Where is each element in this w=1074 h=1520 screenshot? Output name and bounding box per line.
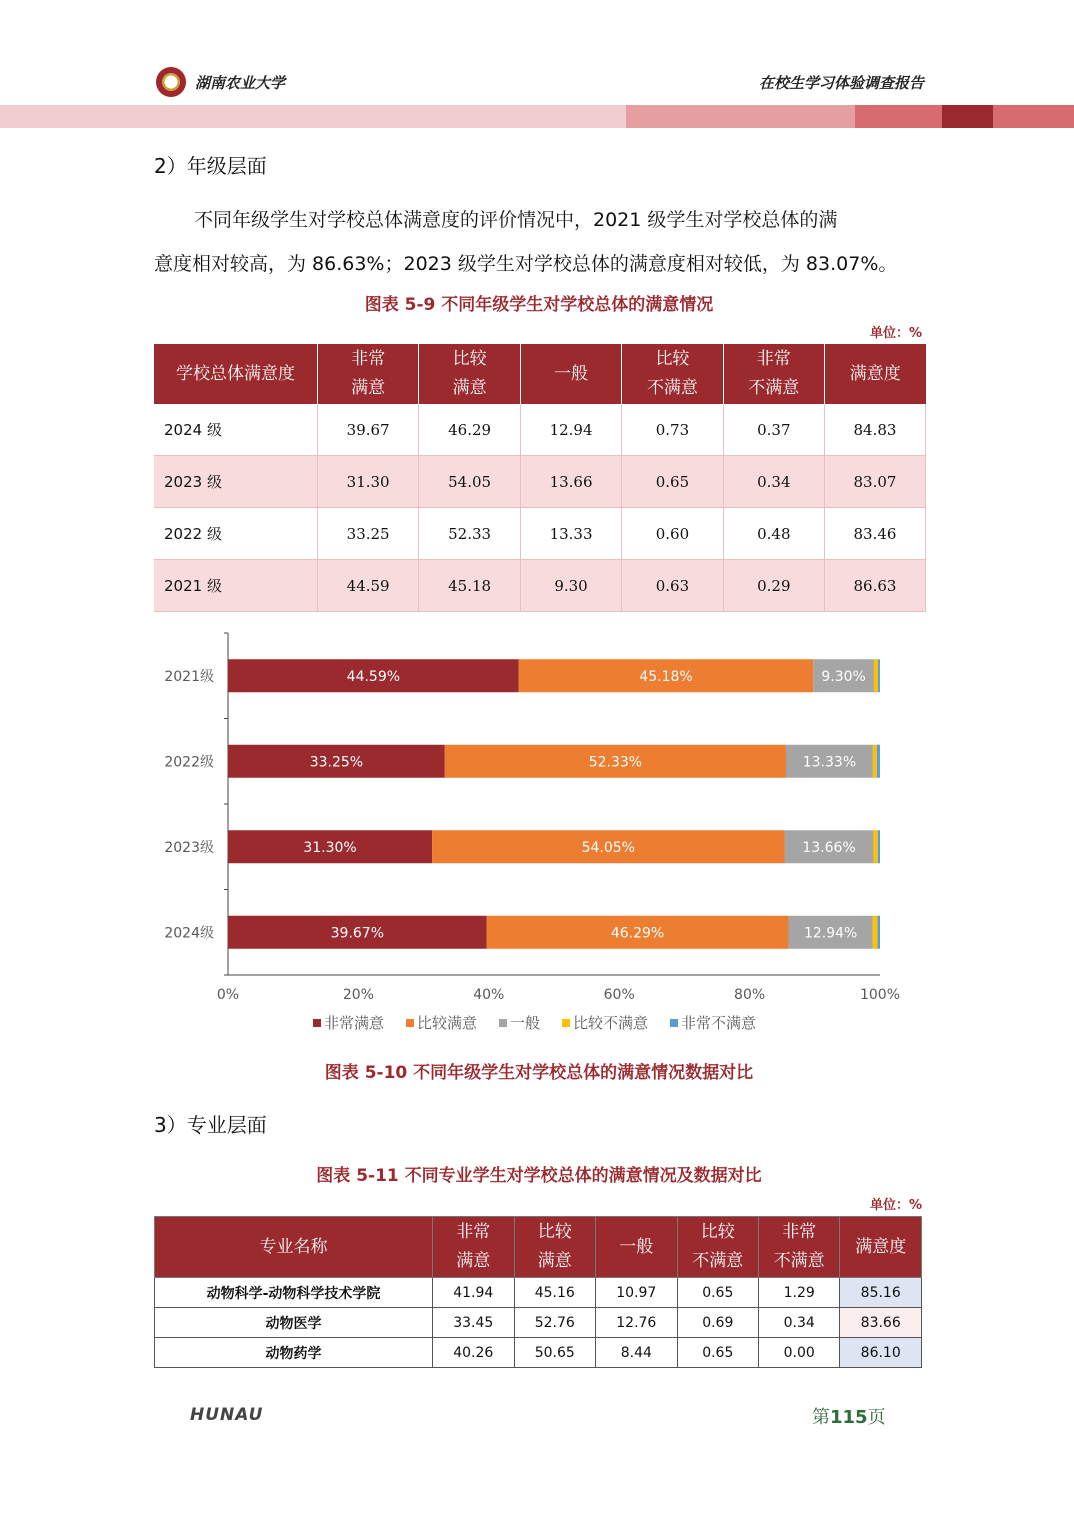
table-cell: 52.76: [514, 1308, 596, 1338]
table-cell: 39.67: [317, 404, 418, 456]
header-cell: 非常 不满意: [723, 344, 824, 404]
bar-segment: [878, 916, 880, 949]
table-cell: 2022 级: [154, 508, 317, 560]
table-row: [154, 560, 926, 612]
table-cell: 0.34: [758, 1308, 839, 1338]
table-cell: 2023 级: [154, 456, 317, 508]
page-number: [812, 1403, 886, 1429]
y-tick-label: 2024级: [164, 925, 214, 942]
legend-label: 比较不满意: [573, 1014, 649, 1032]
header-cell: 比较 满意: [514, 1217, 596, 1278]
stacked-bar-chart: [150, 625, 930, 1050]
table-cell: 12.76: [596, 1308, 678, 1338]
x-tick-label: 40%: [473, 987, 505, 1003]
bar-segment: [878, 659, 880, 692]
table-cell: 0.29: [723, 560, 824, 612]
legend-label: 非常满意: [324, 1014, 385, 1032]
data-label: 13.33%: [802, 754, 857, 771]
grade-paragraph: [154, 198, 924, 286]
table-cell: 0.73: [622, 404, 723, 456]
data-label: 46.29%: [610, 925, 665, 942]
table-row: [154, 456, 926, 508]
table-cell: 2024 级: [154, 404, 317, 456]
header-band-5: [993, 105, 1074, 128]
header-band-2: [626, 105, 855, 128]
header-cell: 比较 满意: [419, 344, 520, 404]
table-cell: 0.48: [723, 508, 824, 560]
legend-label: 一般: [510, 1014, 541, 1032]
table-caption-5-11: 图表 5-11 不同专业学生对学校总体的满意情况及数据对比: [316, 1166, 762, 1186]
data-label: 9.30%: [821, 668, 866, 685]
table-cell: 83.66: [840, 1308, 922, 1338]
table-cell: 动物医学: [155, 1308, 433, 1338]
legend-label: 比较满意: [417, 1014, 478, 1032]
data-label: 31.30%: [303, 839, 357, 856]
y-tick-label: 2023级: [164, 839, 214, 856]
unit-label-major: 单位：%: [869, 1198, 922, 1213]
header-cell: 比较 不满意: [677, 1217, 758, 1278]
page-number-value: 115: [830, 1407, 868, 1428]
header-band-1: [0, 105, 626, 128]
header-cell: 学校总体满意度: [154, 344, 317, 404]
footer-hunau: HUNAU: [190, 1405, 264, 1425]
section-heading-major: 3）专业层面: [154, 1113, 267, 1137]
legend-swatch: [499, 1019, 507, 1027]
table-cell: 10.97: [596, 1278, 678, 1308]
table-cell: 85.16: [840, 1278, 922, 1308]
legend-swatch: [562, 1019, 570, 1027]
table-cell: 0.60: [622, 508, 723, 560]
data-label: 44.59%: [346, 668, 401, 685]
x-tick-label: 80%: [734, 987, 766, 1003]
table-cell: 0.37: [723, 404, 824, 456]
x-tick-label: 60%: [603, 987, 635, 1003]
bar-segment: [873, 916, 878, 949]
university-name: 湖南农业大学: [195, 74, 286, 92]
table-cell: 8.44: [596, 1338, 678, 1368]
header-cell: 一般: [520, 344, 621, 404]
table-cell: 0.34: [723, 456, 824, 508]
table-cell: 45.16: [514, 1278, 596, 1308]
legend-swatch: [406, 1019, 414, 1027]
header-cell: 满意度: [824, 344, 925, 404]
table-row: [155, 1278, 922, 1308]
legend-swatch: [313, 1019, 321, 1027]
table-cell: 50.65: [514, 1338, 596, 1368]
legend-label: 非常不满意: [681, 1014, 757, 1032]
table-cell: 动物科学-动物科学技术学院: [155, 1278, 433, 1308]
data-label: 54.05%: [581, 839, 635, 856]
page-prefix: 第: [812, 1407, 830, 1428]
header-cell: 非常 满意: [317, 344, 418, 404]
table-cell: 0.65: [622, 456, 723, 508]
paragraph-line-1: 不同年级学生对学校总体满意度的评价情况中，2021 级学生对学校总体的满: [194, 209, 838, 231]
table-cell: 2021 级: [154, 560, 317, 612]
data-label: 39.67%: [330, 925, 385, 942]
table-cell: 13.66: [520, 456, 621, 508]
table-cell: 0.63: [622, 560, 723, 612]
y-tick-label: 2022级: [164, 754, 214, 771]
section-heading-grade: 2）年级层面: [154, 154, 267, 178]
page-suffix: 页: [867, 1407, 886, 1428]
table-cell: 84.83: [824, 404, 925, 456]
bar-segment: [878, 830, 880, 863]
unit-label: 单位：%: [869, 326, 922, 341]
table-cell: 46.29: [419, 404, 520, 456]
table-cell: 31.30: [317, 456, 418, 508]
table-cell: 44.59: [317, 560, 418, 612]
table-caption-5-9: 图表 5-9 不同年级学生对学校总体的满意情况: [364, 295, 714, 315]
data-label: 12.94%: [803, 925, 858, 942]
header-cell: 比较 不满意: [622, 344, 723, 404]
major-satisfaction-table: [154, 1216, 922, 1368]
header-band-3: [855, 105, 942, 128]
table-cell: 0.69: [677, 1308, 758, 1338]
bar-segment: [873, 745, 877, 778]
table-cell: 33.25: [317, 508, 418, 560]
table-cell: 86.10: [840, 1338, 922, 1368]
table-cell: 9.30: [520, 560, 621, 612]
x-tick-label: 20%: [342, 987, 374, 1003]
chart-caption-5-10: 图表 5-10 不同年级学生对学校总体的满意情况数据对比: [324, 1063, 754, 1083]
table-cell: 13.33: [520, 508, 621, 560]
paragraph-line-2: 意度相对较高，为 86.63%；2023 级学生对学校总体的满意度相对较低，为 83.07%。: [154, 253, 898, 275]
table-cell: 1.29: [758, 1278, 839, 1308]
table-row: [154, 404, 926, 456]
table-row: [155, 1338, 922, 1368]
data-label: 33.25%: [309, 754, 364, 771]
table-cell: 0.00: [758, 1338, 839, 1368]
header-cell: 专业名称: [155, 1217, 433, 1278]
header-cell: 非常 满意: [433, 1217, 515, 1278]
data-label: 13.66%: [802, 839, 856, 856]
table-cell: 54.05: [419, 456, 520, 508]
header-cell: 一般: [596, 1217, 678, 1278]
table-cell: 83.46: [824, 508, 925, 560]
header-band-4: [942, 105, 993, 128]
table-cell: 40.26: [433, 1338, 515, 1368]
report-title: 在校生学习体验调查报告: [758, 74, 924, 92]
bar-segment: [874, 830, 878, 863]
table-cell: 0.65: [677, 1338, 758, 1368]
table-row: [154, 508, 926, 560]
table-row: [155, 1308, 922, 1338]
bar-segment: [877, 745, 880, 778]
legend-swatch: [670, 1019, 678, 1027]
data-label: 45.18%: [639, 668, 693, 685]
table-cell: 83.07: [824, 456, 925, 508]
table-cell: 52.33: [419, 508, 520, 560]
university-logo: [156, 67, 186, 97]
table-cell: 0.65: [677, 1278, 758, 1308]
table-cell: 33.45: [433, 1308, 515, 1338]
table-cell: 41.94: [433, 1278, 515, 1308]
x-tick-label: 100%: [859, 987, 901, 1003]
header-cell: 满意度: [840, 1217, 922, 1278]
y-tick-label: 2021级: [164, 668, 214, 685]
grade-satisfaction-table: [154, 344, 926, 612]
table-cell: 45.18: [419, 560, 520, 612]
bar-segment: [874, 659, 878, 692]
header-cell: 非常 不满意: [758, 1217, 839, 1278]
table-cell: 86.63: [824, 560, 925, 612]
x-tick-label: 0%: [216, 987, 240, 1003]
table-cell: 12.94: [520, 404, 621, 456]
data-label: 52.33%: [588, 754, 643, 771]
table-cell: 动物药学: [155, 1338, 433, 1368]
